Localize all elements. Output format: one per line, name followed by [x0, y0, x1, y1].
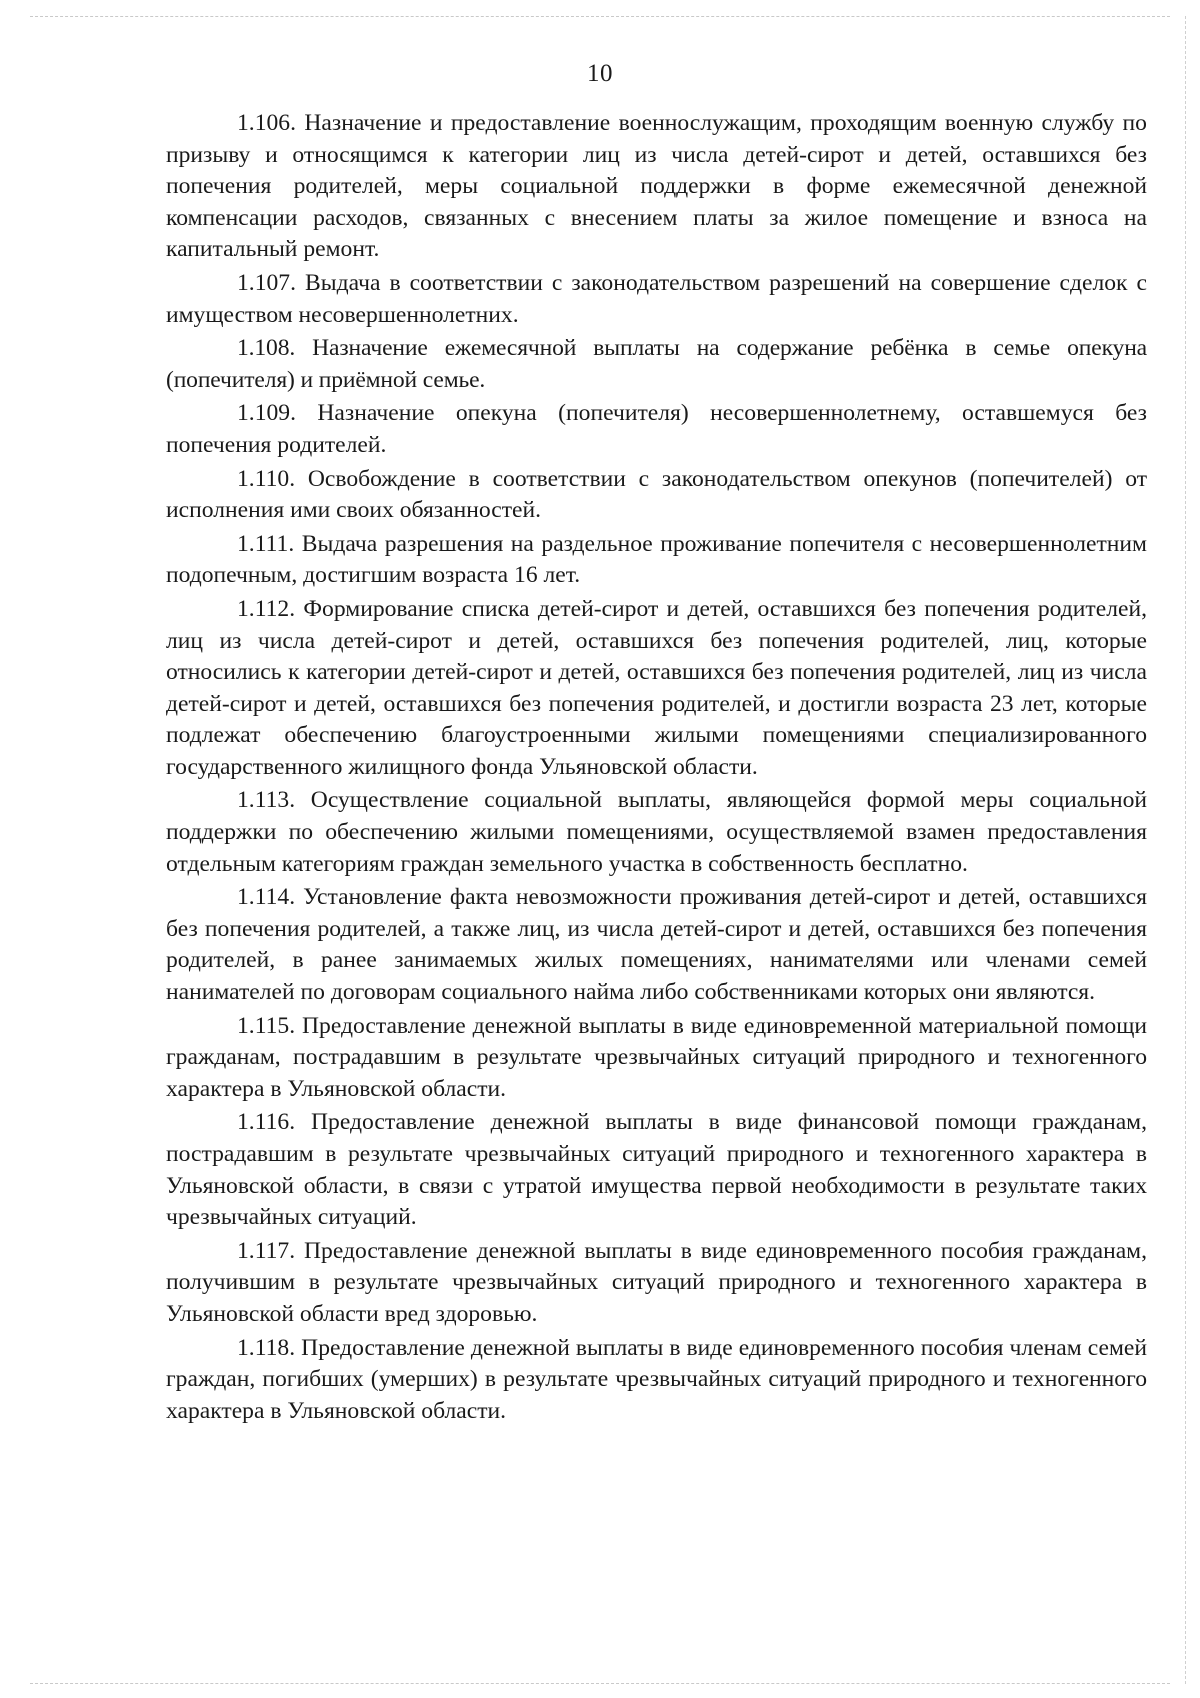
list-item-1-117 [166, 1236, 1147, 1331]
scan-border-top [30, 16, 1170, 17]
list-item-1-114 [166, 882, 1147, 1008]
item-text: Формирование списка детей-сирот и детей, оставшихся без попечения родителей, лиц из числа детей-сирот и детей, оставшихся без попечения родителей, лиц, которые относились к категории детей-сирот и детей, оставшихся без попечения родителей, лиц из числа детей-сирот и детей, оставшихся без попечения родителей, и достигли возраста 23 лет, которые подлежат обеспечению благоустроенными жилыми помещениями специализированного государственного жилищного фонда Ульяновской области. [166, 595, 1147, 780]
item-text: Предоставление денежной выплаты в виде единовременного пособия гражданам, получившим в результате чрезвычайных ситуаций природного и техногенного характера в Ульяновской области вред здоровью. [166, 1237, 1147, 1327]
item-text: Освобождение в соответствии с законодательством опекунов (попечителей) от исполнения ими своих обязанностей. [166, 465, 1147, 524]
item-text: Предоставление денежной выплаты в виде единовременного пособия членам семей граждан, погибших (умерших) в результате чрезвычайных ситуаций природного и техногенного характера в Ульяновской области. [166, 1334, 1147, 1424]
scan-border-bottom [30, 1683, 1170, 1684]
item-text: Назначение ежемесячной выплаты на содержание ребёнка в семье опекуна (попечителя) и приёмной семье. [166, 335, 1147, 393]
item-number: 1.111. [237, 530, 295, 557]
item-number: 1.108. [237, 335, 296, 362]
list-item-1-108 [166, 333, 1147, 396]
item-number: 1.106. [237, 110, 296, 136]
item-text: Выдача в соответствии с законодательством разрешений на совершение сделок с имуществом несовершеннолетних. [166, 269, 1147, 328]
item-number: 1.110. [237, 465, 296, 492]
item-text: Назначение опекуна (попечителя) несовершеннолетнему, оставшемуся без попечения родителей. [166, 400, 1147, 458]
item-number: 1.118. [237, 1334, 296, 1361]
item-number: 1.114. [237, 884, 296, 911]
item-number: 1.115. [237, 1012, 296, 1039]
item-number: 1.112. [237, 595, 296, 622]
list-item-1-113 [166, 785, 1147, 880]
item-number: 1.117. [237, 1237, 296, 1264]
list-item-1-110 [166, 464, 1147, 527]
item-text: Выдача разрешения на раздельное проживание попечителя с несовершеннолетним подопечным, достигшим возраста 16 лет. [166, 530, 1147, 589]
item-text: Предоставление денежной выплаты в виде единовременной материальной помощи гражданам, пострадавшим в результате чрезвычайных ситуаций природного и техногенного характера в Ульяновской области. [166, 1012, 1147, 1102]
page-number: 10 [587, 60, 613, 87]
document-body [166, 108, 1147, 1429]
item-text: Назначение и предоставление военнослужащим, проходящим военную службу по призыву и относящимся к категории лиц из числа детей-сирот и детей, оставшихся без попечения родителей, меры социальной поддержки в форме ежемесячной денежной компенсации расходов, связанных с внесением платы за жилое помещение и взноса на капитальный ремонт. [166, 110, 1147, 263]
item-number: 1.109. [237, 400, 296, 427]
item-number: 1.116. [237, 1109, 296, 1136]
item-text: Осуществление социальной выплаты, являющейся формой меры социальной поддержки по обеспечению жилыми помещениями, осуществляемой взамен предоставления отдельным категориям граждан земельного участка в собственность бесплатно. [166, 787, 1147, 877]
list-item-1-118 [166, 1333, 1147, 1428]
list-item-1-106 [166, 108, 1147, 266]
list-item-1-109 [166, 398, 1147, 461]
list-item-1-111 [166, 529, 1147, 592]
item-number: 1.113. [237, 787, 296, 814]
list-item-1-116 [166, 1107, 1147, 1233]
item-number: 1.107. [237, 269, 296, 296]
item-text: Предоставление денежной выплаты в виде финансовой помощи гражданам, пострадавшим в результате чрезвычайных ситуаций природного и техногенного характера в Ульяновской области, в связи с утратой имущества первой необходимости в результате таких чрезвычайных ситуаций. [166, 1109, 1147, 1231]
list-item-1-112 [166, 594, 1147, 784]
item-text: Установление факта невозможности проживания детей-сирот и детей, оставшихся без попечения родителей, а также лиц, из числа детей-сирот и детей, оставшихся без попечения родителей, в ранее занимаемых жилых помещениях, нанимателями или членами семей нанимателей по договорам социального найма либо собственниками которых они являются. [166, 884, 1147, 1006]
scan-border-right [1185, 16, 1186, 1684]
list-item-1-115 [166, 1011, 1147, 1106]
list-item-1-107 [166, 268, 1147, 331]
